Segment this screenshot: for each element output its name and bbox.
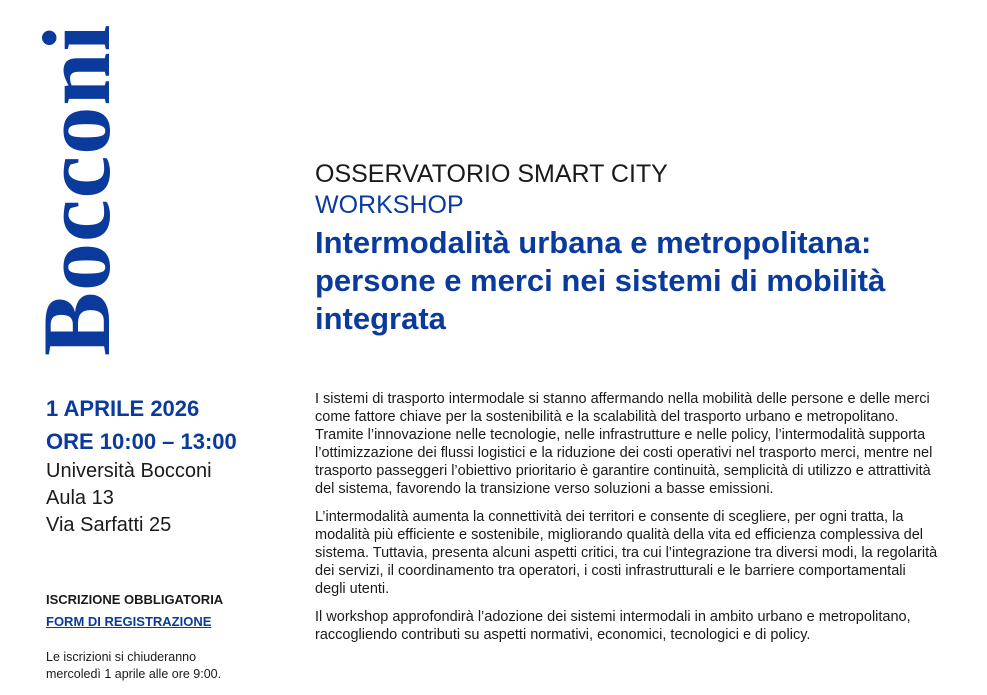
venue-room: Aula 13 [46, 487, 114, 509]
event-date: 1 APRILE 2026 [46, 396, 200, 421]
event-kind: WORKSHOP [315, 191, 464, 219]
venue-address: Via Sarfatti 25 [46, 514, 172, 536]
event-time: ORE 10:00 – 13:00 [46, 429, 237, 454]
registration-title: ISCRIZIONE OBBLIGATORIA [46, 592, 224, 607]
description-paragraph: L’intermodalità aumenta la connettività dei territori e consente di scegliere, per ogni tratta, la modalità più efficiente e sostenibile, migliorando qualità della vita ed efficienza complessiva del sistema. Tuttavia, presenta alcuni aspetti critici, tra cui l’integrazione tra diversi modi, la regolarità dei servizi, il coordinamento tra operatori, i costi infrastrutturali e le barriere comportamentali degli utenti. [315, 509, 938, 597]
event-description [315, 390, 940, 654]
registration-note-line: Le iscrizioni si chiuderanno [46, 650, 197, 664]
event-header [315, 158, 955, 338]
registration-section [46, 591, 306, 683]
logo-wordmark: Bocconi [23, 23, 130, 356]
organization-name: OSSERVATORIO SMART CITY [315, 160, 668, 188]
registration-note-line: mercoledì 1 aprile alle ore 9:00. [46, 667, 222, 681]
registration-deadline-note [46, 649, 306, 683]
registration-form-link[interactable]: FORM DI REGISTRAZIONE [46, 614, 212, 629]
event-info [46, 392, 296, 539]
event-title: Intermodalità urbana e metropolitana: persone e merci nei sistemi di mobilità integrata [315, 225, 886, 336]
description-paragraph: Il workshop approfondirà l’adozione dei sistemi intermodali in ambito urbano e metropolitano, raccogliendo contributi su aspetti normativi, economici, tecnologici e di policy. [315, 609, 911, 643]
bocconi-logo [23, 23, 130, 356]
description-paragraph: I sistemi di trasporto intermodale si stanno affermando nella mobilità delle persone e delle merci come fattore chiave per la sostenibilità e la scalabilità del trasporto urbano e metropolitano. Tramite l’innovazione nelle tecnologie, nelle infrastrutture e nelle policy, l’intermodalità supporta l’ottimizzazione dei flussi logistici e la riduzione dei costi operativi nel trasporto merci, mentre nel trasporto passeggeri l’obiettivo prioritario è garantire continuità, semplicità di utilizzo e attrattività del sistema, favorendo la transizione verso soluzioni a basse emissioni. [315, 391, 933, 497]
venue-name: Università Bocconi [46, 460, 212, 482]
